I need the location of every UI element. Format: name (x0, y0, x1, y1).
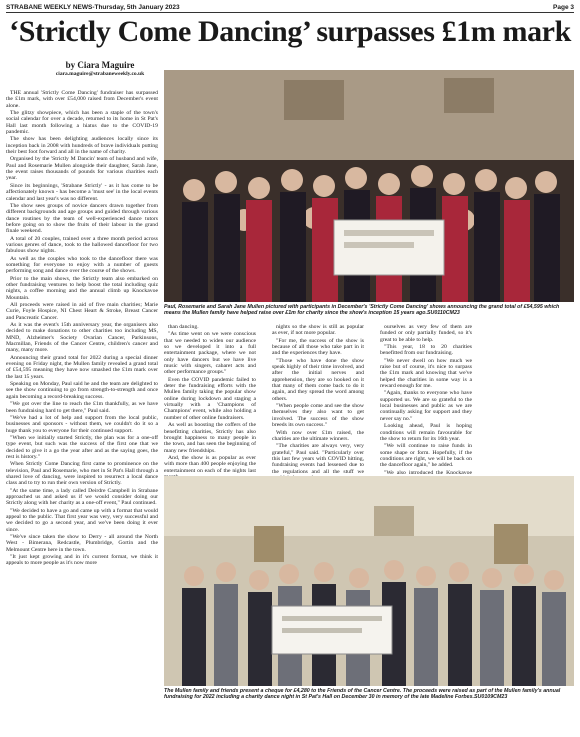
paragraph: "As time went on we were conscious that we needed to widen our audience so we developed it into a full entertainment package, where we not only have dancers but we have live music with singers, cabaret acts and other performance groups." (164, 331, 256, 376)
paragraph: Speaking on Monday, Paul said he and the team are delighted to see the show continuing to go from strength-to-strength and once again becoming a record-breaking success. (6, 381, 158, 400)
paragraph: "When we initially started Strictly, the plan was for a one-off type event, but such was the success of the first one that we decided to give it a go the year after and as the saying goes, the rest is history." (6, 434, 158, 460)
paragraph: The show has been delighting audiences locally since its inception back in 2008 with hundreds of brave individuals putting their best foot forward and all in the name of charity. (6, 136, 158, 156)
paragraph: And, the show is as popular as ever with more than 400 people enjoying the entertainment on each of the nights last (164, 454, 256, 474)
paragraph: "Again, thanks to everyone who have supported us. We are so grateful to the local businesses and public as we are continually asking for support and they never say no." (380, 390, 472, 422)
paragraph: "We got over the line to reach the £1m thankfully, as we have been fundraising hard to get there," Paul said. (6, 401, 158, 414)
header-publication: STRABANE WEEKLY NEWS-Thursday, 5th January 2023 (6, 4, 180, 11)
paragraph: "We decided to have a go and came up with a format that would appeal to the public. That first year was very, very successful and we decided to go a second year, and we've been doing it ever since. (6, 507, 158, 533)
paragraph: As well as boosting the coffers of the benefitting charities, Strictly has also brought happiness to many people in the town, and has seen the beginning of many new friendships. (164, 422, 256, 454)
paragraph: "We also introduced the Knockavoe (384, 469, 472, 476)
paragraph: All proceeds were raised in aid of five main charities; Marie Curie, Foyle Hospice, NI Chest Heart & Stroke, Breast Cancer and Pancreatic Cancer. (6, 302, 158, 321)
paragraph: "Those who have done the show speak highly of their time involved, and after the initial nerves and apprehension, they are so hooked on it that many of them come back to do it again, and they spread the word among others. (272, 357, 364, 402)
group-photo-dancers (164, 70, 574, 302)
paragraph: When Strictly Come Dancing first came to prominence on the television, Paul and Rosemarie, who met in St Pat's Hall through a shared love of dancing, were inspired to resurrect a local dance class and to try to run their own version of Strictly. (6, 461, 158, 487)
paragraph: "This year, 18 to 20 charities benefitted from our fundraising. (380, 344, 472, 357)
byline-email: ciara.maguire@strabaneweekly.co.uk (55, 71, 145, 77)
paragraph: "For me, the success of the show is because of all those who take part in it and the experiences they have. (272, 337, 364, 357)
article-column-3 (272, 324, 364, 474)
cheque-presentation-photo (164, 476, 574, 686)
paragraph: "We've had a lot of help and support from the local public, businesses and sponsors - without them, we couldn't do it so a huge thank you to everyone for their continued support. (6, 414, 158, 434)
header-page-number: Page 3 (553, 4, 574, 11)
article-column-2 (164, 324, 256, 474)
byline-name: by Ciara Maguire (65, 60, 135, 70)
paragraph: The show sees groups of novice dancers drawn together from different backgrounds and age groups and guided through various dance routines by the team of well-experienced dance tutors before going on to show the fruits of their labour in the grand finale weekend. (6, 202, 158, 235)
paragraph: Prior to the main shows, the Strictly team also embarked on other fundraising ventures to help boost the total including quiz nights, a coffee morning and the annual climb up Knockavoe Mountain. (6, 275, 158, 301)
paragraph: ourselves as very few of them are funded or only partially funded, so it's great to be able to help. (380, 324, 472, 343)
paragraph: than dancing. (168, 324, 199, 330)
paragraph: Organised by the 'Strictly M Dancin' team of husband and wife, Paul and Rosemarie Mullen alongside their daughter, Sarah Jane, the event raises thousands of pounds for various charities each year. (6, 156, 158, 182)
article-column-1 (6, 90, 158, 730)
page-header (6, 3, 574, 13)
paragraph: "It just kept growing and in it's current format, we think it appeals to more people as it's now more (6, 554, 158, 567)
paragraph: The glitzy showpiece, which has been a staple of the town's social calendar for over a decade, returned to its home in St Pat's Hall last month following a hiatus due to the COVID-19 pandemic. (6, 110, 158, 136)
byline (30, 60, 170, 77)
photo-caption-1: Paul, Rosemarie and Sarah Jane Mullen pictured with participants in December's 'Strictly Come Dancing' shows announcing the grand total of £54,595 which means the Mullen family have helped raise over £1m for charity since the show's inception 15 years ago.SU0110CM23 (164, 304, 560, 317)
paragraph: With now over £1m raised, the charities are the ultimate winners. (272, 429, 364, 442)
paragraph: "When people come and see the show themselves they also want to get involved. The success of the show breeds its own success." (272, 403, 364, 429)
paragraph: Announcing their grand total for 2022 during a special dinner evening on Friday night, the Mullen family revealed a grand total of £54,595 meaning they have now smashed the £1m mark over the last 15 years. (6, 354, 158, 380)
paragraph: A total of 20 couples, trained over a three month period across various genres of dance, took to the hallowed dancefloor for two fabulous show nights. (6, 235, 158, 255)
paragraph: "We never dwell on how much we raise but of course, it's nice to surpass the £1m mark and knowing that we've helped the charities in some way is a reward enough for me. (380, 357, 472, 390)
paragraph: "We will continue to raise funds in some shape or form. Hopefully, if the conditions are right, we will be back on the dancefloor again," he added. (380, 443, 472, 469)
paragraph: "We've since taken the show to Derry - all around the North West - Bimerana, Redcastle, Plumbridge, Gortin and the Melmount Centre here in the town. (6, 534, 158, 553)
photo-caption-2: The Mullen family and friends present a cheque for £4,280 to the Friends of the Cancer Centre. The proceeds were raised as part of the Mullen family's annual fundraising for 2022 including a charity dance night in St Pat's Hall on December 30 in memory of the late Madeline Forbes.SU0109CM23 (164, 688, 561, 701)
article-column-4 (380, 324, 472, 474)
paragraph: Looking ahead, Paul is hoping conditions will remain favourable for the show to return for its 16th year. (380, 423, 472, 442)
paragraph: "The charities are always very, very grateful," Paul said. "Particularly over this last few years with COVID hitting, fundraising events had lessened due to the regulations and all the stuff we (272, 443, 364, 475)
headline: ‘Strictly Come Dancing’ surpasses £1m mark (9, 15, 571, 48)
paragraph: As well as the couples who took to the dancefloor there was something for everyone to enjoy with a number of guests performing song and dance over the course of the shows. (6, 255, 158, 275)
paragraph: THE annual 'Strictly Come Dancing' fundraiser has surpassed the £1m mark, with over £54,000 raised from December's event alone. (6, 90, 158, 109)
paragraph: Since its beginnings, 'Strabane Strictly' - as it has come to be affectionately known - has become a 'must see' in the local events calendar and last year's was no different. (6, 182, 158, 202)
paragraph: As it was the event's 15th anniversary year, the organisers also decided to make donations to other charities too including MS, MND, Alzheimer's Society Ovarian Cancer, Parkinsons, Macmillan, Friends of the Cancer Centre, children's cancer and many, many more. (6, 322, 158, 354)
paragraph: Even the COVID pandemic failed to deter the fundraising efforts with the Mullen family taking the popular show online during lockdown and staging a virtually with a 'Champions of Champions' event, while also holding a number of other online fundraisers. (164, 376, 256, 421)
paragraph: nights so the show is still as popular as ever, if not more popular. (272, 324, 364, 337)
paragraph: "At the same time, a lady called Deirdre Campbell in Strabane approached us and asked us if we would consider doing our Strictly along with her charity as a one-off event," Paul continued. (6, 487, 158, 507)
